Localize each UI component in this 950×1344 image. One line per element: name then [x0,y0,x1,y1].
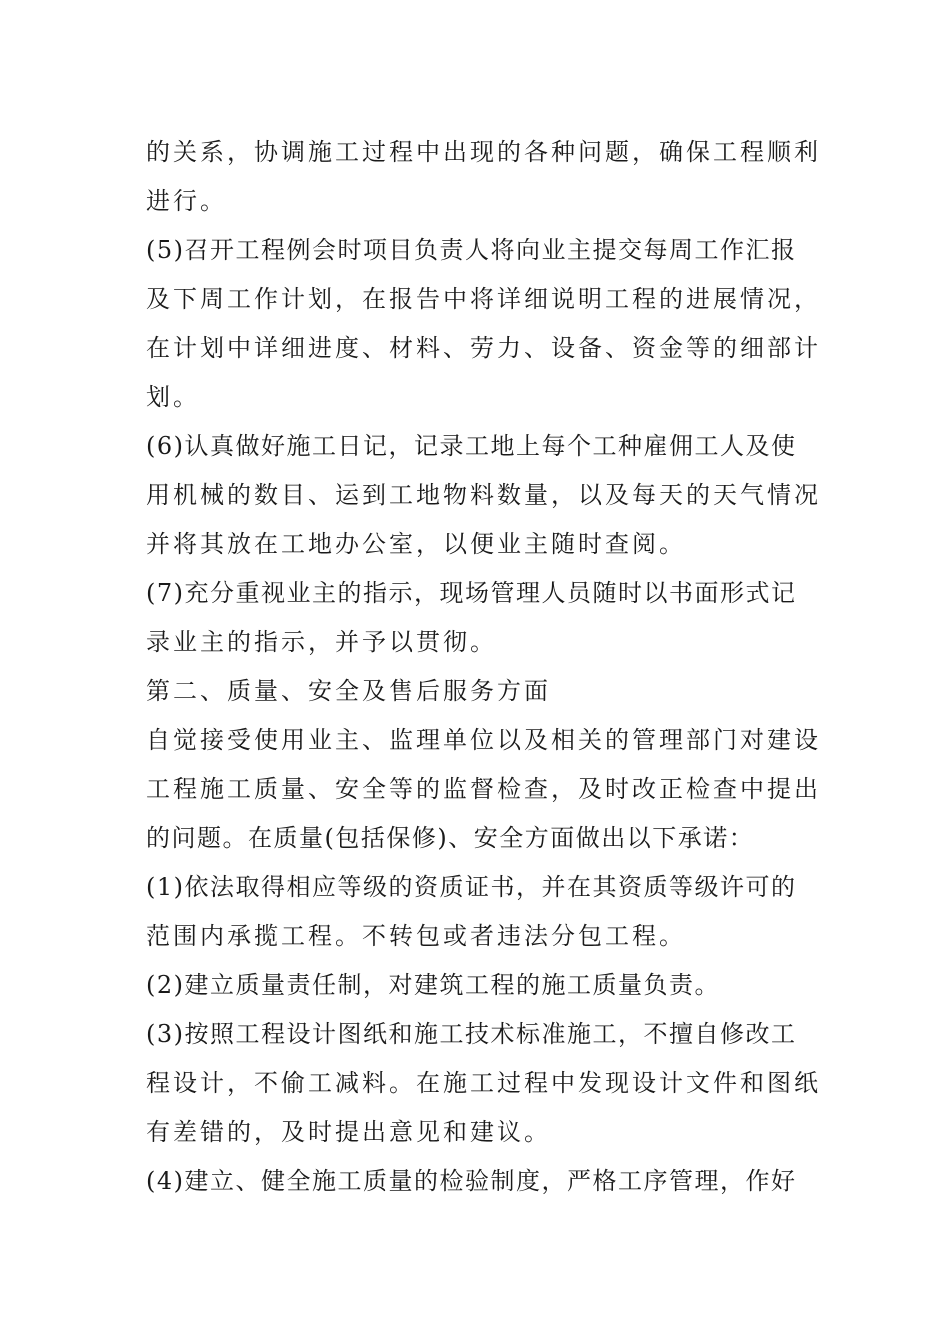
text-line: 自觉接受使用业主、监理单位以及相关的管理部门对建设 [146,726,821,754]
text-line: 并将其放在工地办公室，以便业主随时查阅。 [146,530,686,558]
text-line: (3)按照工程设计图纸和施工技术标准施工，不擅自修改工 [146,1020,797,1048]
text-line: (7)充分重视业主的指示，现场管理人员随时以书面形式记 [146,579,797,607]
text-line: (2)建立质量责任制，对建筑工程的施工质量负责。 [146,971,720,999]
text-line: 划。 [146,383,200,411]
text-line: 工程施工质量、安全等的监督检查，及时改正检查中提出 [146,775,821,803]
text-line: (4)建立、健全施工质量的检验制度，严格工序管理，作好 [146,1167,797,1195]
text-line: 的问题。在质量(包括保修)、安全方面做出以下承诺： [146,824,755,852]
text-line: 的关系，协调施工过程中出现的各种问题，确保工程顺利 [146,138,821,166]
text-line: (1)依法取得相应等级的资质证书，并在其资质等级许可的 [146,873,797,901]
text-line: 录业主的指示，并予以贯彻。 [146,628,497,656]
section-heading: 第二、质量、安全及售后服务方面 [146,677,551,705]
text-line: 有差错的，及时提出意见和建议。 [146,1118,551,1146]
text-line: 进行。 [146,187,227,215]
text-line: (6)认真做好施工日记，记录工地上每个工种雇佣工人及使 [146,432,797,460]
text-line: 及下周工作计划，在报告中将详细说明工程的进展情况， [146,285,821,313]
text-line: (5)召开工程例会时项目负责人将向业主提交每周工作汇报 [146,236,797,264]
text-line: 在计划中详细进度、材料、劳力、设备、资金等的细部计 [146,334,821,362]
text-line: 程设计，不偷工减料。在施工过程中发现设计文件和图纸 [146,1069,821,1097]
text-line: 范围内承揽工程。不转包或者违法分包工程。 [146,922,686,950]
text-line: 用机械的数目、运到工地物料数量，以及每天的天气情况 [146,481,821,509]
